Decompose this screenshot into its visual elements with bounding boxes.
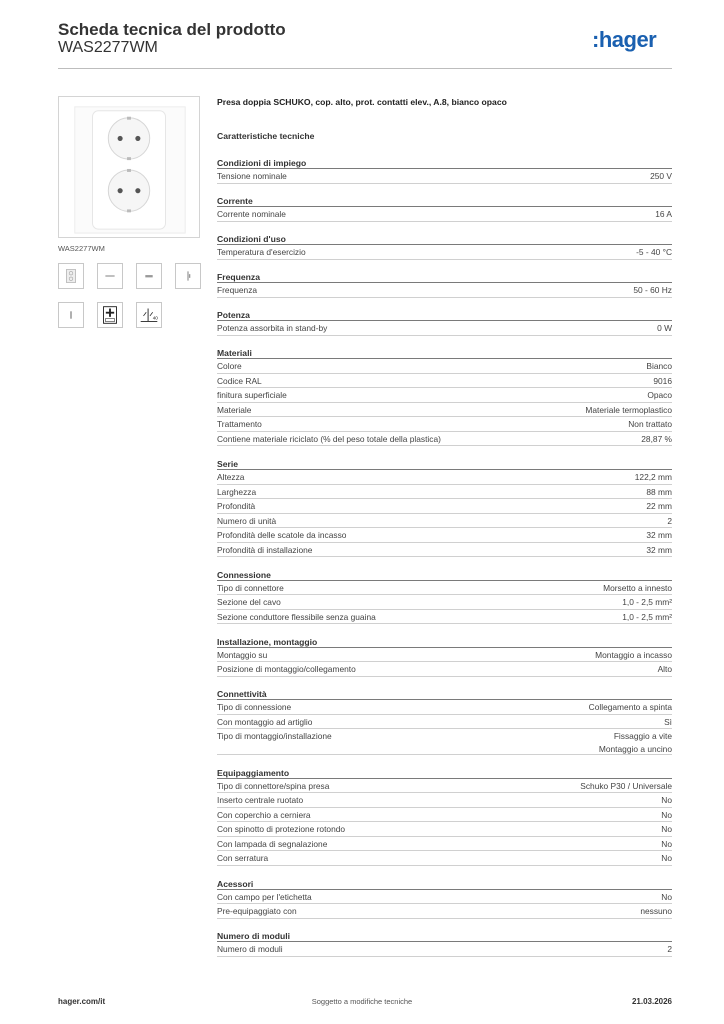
spec-value: 1,0 - 2,5 mm² [622,597,672,608]
product-code: WAS2277WM [58,39,158,56]
spec-label: Con montaggio ad artiglio [217,716,313,727]
spec-value: 1,0 - 2,5 mm² [622,611,672,622]
spec-value: Schuko P30 / Universale [580,780,672,791]
spec-label: Profondità delle scatole da incasso [217,530,347,541]
spec-label: Con campo per l'etichetta [217,891,312,902]
spec-label: Colore [217,361,242,372]
spec-label: Profondità di installazione [217,544,313,555]
spec-group-title: Connettività [217,688,672,700]
spec-value: 32 mm [646,530,672,541]
spec-group-title: Acessori [217,878,672,890]
spec-row [217,648,672,663]
footer-note: Soggetto a modifiche tecniche [311,997,413,1006]
spec-group [217,233,672,260]
spec-label: Tensione nominale [217,171,287,181]
spec-value: No [661,824,672,835]
spec-row [217,942,672,957]
spec-row [217,822,672,837]
spec-row [217,662,672,677]
spec-row [217,729,672,755]
spec-value: Non trattato [628,419,672,430]
spec-label: Con coperchio a cerniera [217,809,311,820]
spec-row [217,528,672,543]
front-view-icon [58,263,84,289]
page-title: Scheda tecnica del prodotto [58,20,286,39]
spec-label: Potenza assorbita in stand-by [217,323,328,334]
spec-label: Trattamento [217,419,262,430]
spec-value: Materiale termoplastico [585,404,672,415]
spec-group [217,636,672,677]
spec-value: Montaggio a incasso [595,649,672,660]
spec-row [217,851,672,866]
image-caption: WAS2277WM [58,244,105,253]
spec-group-title: Materiali [217,347,672,359]
spec-value: Morsetto a innesto [603,582,672,593]
spec-group [217,878,672,919]
spec-group-title: Potenza [217,309,672,321]
detail-view-icon [58,302,84,328]
spec-group-title: Frequenza [217,271,672,283]
spec-row [217,207,672,222]
spec-label: Tipo di montaggio/installazione [217,731,332,742]
spec-group-title: Condizioni d'uso [217,233,672,245]
spec-group [217,347,672,446]
spec-value: No [661,809,672,820]
spec-row [217,904,672,919]
hager-logo [592,27,674,57]
spec-row [217,403,672,418]
spec-value: Sì [664,716,672,727]
spec-value: nessuno [640,906,672,917]
spec-row [217,890,672,905]
spec-row [217,417,672,432]
spec-label: finitura superficiale [217,390,287,401]
spec-group [217,688,672,755]
spec-value: No [661,853,672,864]
spec-label: Con lampada di segnalazione [217,838,328,849]
spec-label: Temperatura d'esercizio [217,247,306,258]
spec-row [217,793,672,808]
spec-value: Bianco [646,361,672,372]
spec-value: Fissaggio a vite Montaggio a uncino [598,731,672,754]
profile-view-icon [175,263,201,289]
spec-row [217,499,672,514]
spec-label: Numero di unità [217,515,277,526]
spec-label: Montaggio su [217,649,268,660]
spec-value: 22 mm [646,501,672,512]
spec-label: Codice RAL [217,375,262,386]
spec-label: Inserto centrale ruotato [217,795,304,806]
spec-group-title: Connessione [217,569,672,581]
spec-value: 2 [667,944,672,955]
specs-heading: Caratteristiche tecniche [217,131,315,141]
svg-text:40: 40 [152,315,158,321]
spec-row [217,432,672,447]
spec-group [217,569,672,625]
spec-value: 9016 [653,375,672,386]
spec-value: No [661,795,672,806]
spec-value: No [661,838,672,849]
spec-row [217,610,672,625]
spec-label: Sezione del cavo [217,597,281,608]
spec-group-title: Installazione, montaggio [217,636,672,648]
spec-row [217,779,672,794]
spec-group-title: Condizioni di impiego [217,157,672,169]
spec-label: Tipo di connettore/spina presa [217,780,330,791]
spec-row [217,808,672,823]
spec-group [217,930,672,957]
spec-value: -5 - 40 °C [636,247,672,258]
spec-row [217,245,672,260]
spec-group [217,157,672,184]
spec-row [217,514,672,529]
spec-group [217,458,672,557]
product-image [58,96,200,238]
spec-value: Opaco [647,390,672,401]
spec-row [217,283,672,298]
spec-row [217,359,672,374]
protection-symbol-icon [97,302,123,328]
spec-value: 16 A [655,209,672,220]
spec-label: Altezza [217,472,245,483]
product-description: Presa doppia SCHUKO, cop. alto, prot. contatti elev., A.8, bianco opaco [217,97,507,107]
header-divider [58,68,672,69]
spec-label: Tipo di connessione [217,702,292,713]
spec-group [217,271,672,298]
spec-row [217,169,672,184]
spec-value: 88 mm [646,486,672,497]
spec-table [217,157,672,968]
svg-text::hager: :hager [592,27,657,52]
spec-label: Materiale [217,404,252,415]
spec-value: No [661,891,672,902]
spec-label: Sezione conduttore flessibile senza guaina [217,611,376,622]
spec-value: 50 - 60 Hz [633,285,672,296]
spec-value: 0 W [657,323,672,334]
spec-value: 28,87 % [641,433,672,444]
spec-group [217,195,672,222]
spec-row [217,470,672,485]
spec-row [217,485,672,500]
spec-label: Tipo di connettore [217,582,284,593]
spec-value: 122,2 mm [634,472,672,483]
spec-value: 2 [667,515,672,526]
spec-group-title: Corrente [217,195,672,207]
spec-row [217,581,672,596]
side-view-icon [97,263,123,289]
spec-label: Larghezza [217,486,257,497]
spec-value: Collegamento a spinta [588,702,672,713]
spec-label: Posizione di montaggio/collegamento [217,664,356,675]
spec-row [217,700,672,715]
spec-row [217,543,672,558]
spec-row [217,374,672,389]
footer-website: hager.com/it [58,997,106,1006]
spec-row [217,837,672,852]
spec-label: Con spinotto di protezione rotondo [217,824,346,835]
spec-value: 32 mm [646,544,672,555]
spec-label: Con serratura [217,853,269,864]
spec-group [217,767,672,866]
spec-row [217,388,672,403]
spec-label: Corrente nominale [217,209,286,220]
spec-group-title: Equipaggiamento [217,767,672,779]
ambient-temperature-icon [136,302,162,328]
spec-value: 250 V [650,171,672,181]
spec-row [217,595,672,610]
top-view-icon [136,263,162,289]
spec-label: Profondità [217,501,256,512]
spec-label: Frequenza [217,285,258,296]
spec-group [217,309,672,336]
spec-group-title: Serie [217,458,672,470]
spec-label: Pre-equipaggiato con [217,906,297,917]
spec-group-title: Numero di moduli [217,930,672,942]
spec-row [217,715,672,730]
spec-label: Numero di moduli [217,944,283,955]
spec-value: Alto [657,664,672,675]
spec-row [217,321,672,336]
footer-date: 21.03.2026 [631,997,672,1006]
spec-label: Contiene materiale riciclato (% del peso totale della plastica) [217,433,441,444]
